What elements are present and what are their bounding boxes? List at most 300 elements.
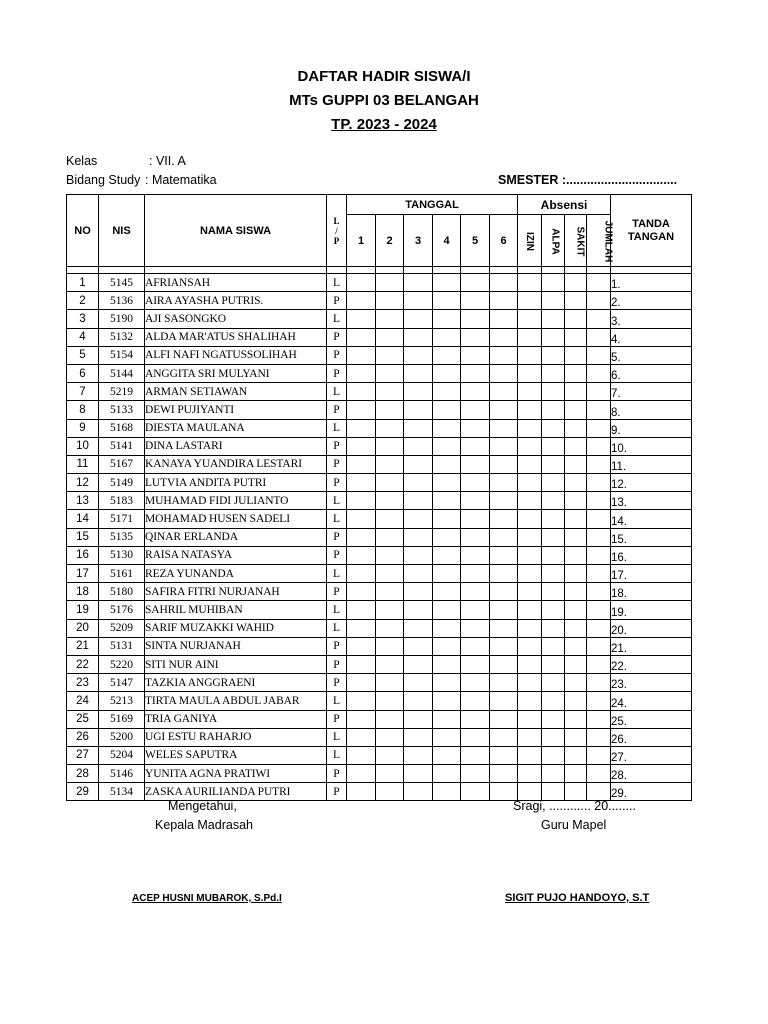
row-jumlah-cell <box>587 583 611 601</box>
row-date-6-cell <box>490 565 518 583</box>
row-alpa-cell <box>542 728 565 746</box>
row-alpa-cell <box>542 455 565 473</box>
row-date-2-cell <box>376 474 404 492</box>
row-izin-cell <box>518 583 542 601</box>
row-date-4-cell <box>433 292 461 310</box>
row-no: 21 <box>67 637 99 655</box>
row-sakit-cell <box>565 437 587 455</box>
row-nama: REZA YUNANDA <box>145 565 327 583</box>
row-date-1-cell <box>347 455 376 473</box>
row-date-4-cell <box>433 619 461 637</box>
row-sakit-cell <box>565 765 587 783</box>
row-sakit-cell <box>565 419 587 437</box>
row-signature: 13. <box>611 492 692 510</box>
row-date-4-cell <box>433 274 461 292</box>
row-izin-cell <box>518 510 542 528</box>
row-alpa-cell <box>542 655 565 673</box>
row-nis: 5176 <box>99 601 145 619</box>
row-lp: L <box>327 619 347 637</box>
row-sakit-cell <box>565 728 587 746</box>
row-izin-cell <box>518 546 542 564</box>
row-signature: 16. <box>611 546 692 564</box>
row-date-5-cell <box>461 655 490 673</box>
kepala-signature-name: ACEP HUSNI MUBAROK, S.Pd.I <box>132 893 282 904</box>
row-date-3-cell <box>404 292 433 310</box>
row-date-6-cell <box>490 328 518 346</box>
row-date-6-cell <box>490 401 518 419</box>
row-date-3-cell <box>404 565 433 583</box>
row-nama: ALDA MAR'ATUS SHALIHAH <box>145 328 327 346</box>
row-nis: 5132 <box>99 328 145 346</box>
header-lp-slash: / <box>335 225 338 236</box>
row-lp: P <box>327 346 347 364</box>
row-lp: L <box>327 492 347 510</box>
row-sakit-cell <box>565 474 587 492</box>
row-alpa-cell <box>542 710 565 728</box>
row-date-6-cell <box>490 528 518 546</box>
row-jumlah-cell <box>587 746 611 764</box>
row-date-5-cell <box>461 728 490 746</box>
attendance-table <box>66 194 692 801</box>
row-alpa-cell <box>542 583 565 601</box>
row-date-5-cell <box>461 619 490 637</box>
row-signature: 24. <box>611 692 692 710</box>
row-nis: 5171 <box>99 510 145 528</box>
row-date-3-cell <box>404 637 433 655</box>
row-izin-cell <box>518 637 542 655</box>
document-title: DAFTAR HADIR SISWA/I <box>297 68 471 85</box>
row-nama: TRIA GANIYA <box>145 710 327 728</box>
row-sakit-cell <box>565 492 587 510</box>
row-jumlah-cell <box>587 437 611 455</box>
row-date-5-cell <box>461 783 490 801</box>
row-date-6-cell <box>490 274 518 292</box>
header-alpa <box>542 215 565 267</box>
row-signature: 23. <box>611 674 692 692</box>
bidang-label: Bidang Study <box>66 173 141 187</box>
table-row <box>67 310 692 328</box>
row-date-5-cell <box>461 474 490 492</box>
row-nama: MUHAMAD FIDI JULIANTO <box>145 492 327 510</box>
row-sakit-cell <box>565 528 587 546</box>
row-date-4-cell <box>433 528 461 546</box>
row-date-3-cell <box>404 510 433 528</box>
row-alpa-cell <box>542 674 565 692</box>
row-date-5-cell <box>461 455 490 473</box>
row-jumlah-cell <box>587 637 611 655</box>
row-date-3-cell <box>404 437 433 455</box>
row-sakit-cell <box>565 346 587 364</box>
row-izin-cell <box>518 601 542 619</box>
row-nis: 5134 <box>99 783 145 801</box>
row-date-5-cell <box>461 674 490 692</box>
row-lp: L <box>327 383 347 401</box>
row-alpa-cell <box>542 310 565 328</box>
row-date-3-cell <box>404 546 433 564</box>
row-date-6-cell <box>490 710 518 728</box>
row-alpa-cell <box>542 437 565 455</box>
row-jumlah-cell <box>587 455 611 473</box>
row-alpa-cell <box>542 401 565 419</box>
row-nama: MOHAMAD HUSEN SADELI <box>145 510 327 528</box>
header-nama: NAMA SISWA <box>145 195 327 267</box>
row-jumlah-cell <box>587 601 611 619</box>
table-row <box>67 655 692 673</box>
row-no: 16 <box>67 546 99 564</box>
row-sakit-cell <box>565 546 587 564</box>
row-date-2-cell <box>376 746 404 764</box>
row-lp: L <box>327 510 347 528</box>
row-date-2-cell <box>376 437 404 455</box>
row-jumlah-cell <box>587 674 611 692</box>
table-row <box>67 674 692 692</box>
row-no: 6 <box>67 364 99 382</box>
row-jumlah-cell <box>587 310 611 328</box>
row-nama: AFRIANSAH <box>145 274 327 292</box>
row-date-1-cell <box>347 546 376 564</box>
row-date-6-cell <box>490 655 518 673</box>
row-date-4-cell <box>433 728 461 746</box>
row-jumlah-cell <box>587 328 611 346</box>
row-sakit-cell <box>565 710 587 728</box>
semester-value: ................................ <box>566 173 678 187</box>
row-izin-cell <box>518 746 542 764</box>
row-no: 1 <box>67 274 99 292</box>
row-alpa-cell <box>542 601 565 619</box>
row-jumlah-cell <box>587 474 611 492</box>
row-signature: 28. <box>611 765 692 783</box>
row-nama: AJI SASONGKO <box>145 310 327 328</box>
table-row <box>67 765 692 783</box>
row-date-1-cell <box>347 619 376 637</box>
row-alpa-cell <box>542 383 565 401</box>
row-date-4-cell <box>433 710 461 728</box>
table-row <box>67 492 692 510</box>
row-date-4-cell <box>433 383 461 401</box>
row-date-1-cell <box>347 401 376 419</box>
row-nama: ARMAN SETIAWAN <box>145 383 327 401</box>
row-date-6-cell <box>490 546 518 564</box>
table-row <box>67 401 692 419</box>
header-lp <box>327 195 347 267</box>
row-date-6-cell <box>490 310 518 328</box>
row-izin-cell <box>518 419 542 437</box>
row-signature: 15. <box>611 528 692 546</box>
row-sakit-cell <box>565 746 587 764</box>
row-nis: 5219 <box>99 383 145 401</box>
row-date-5-cell <box>461 637 490 655</box>
row-sakit-cell <box>565 637 587 655</box>
row-no: 7 <box>67 383 99 401</box>
header-date-4: 4 <box>433 215 461 267</box>
row-date-2-cell <box>376 328 404 346</box>
row-date-1-cell <box>347 783 376 801</box>
row-lp: L <box>327 310 347 328</box>
row-nama: RAISA NATASYA <box>145 546 327 564</box>
row-sakit-cell <box>565 565 587 583</box>
row-date-3-cell <box>404 364 433 382</box>
row-date-6-cell <box>490 419 518 437</box>
row-date-4-cell <box>433 419 461 437</box>
header-tanda-tangan <box>611 195 692 267</box>
table-row <box>67 274 692 292</box>
row-date-2-cell <box>376 310 404 328</box>
row-izin-cell <box>518 474 542 492</box>
kelas-value: : VII. A <box>149 154 186 168</box>
row-date-2-cell <box>376 546 404 564</box>
row-nis: 5146 <box>99 765 145 783</box>
row-jumlah-cell <box>587 528 611 546</box>
row-date-1-cell <box>347 528 376 546</box>
row-alpa-cell <box>542 328 565 346</box>
row-nama: QINAR ERLANDA <box>145 528 327 546</box>
row-nis: 5154 <box>99 346 145 364</box>
row-nis: 5130 <box>99 546 145 564</box>
table-row <box>67 510 692 528</box>
row-sakit-cell <box>565 692 587 710</box>
row-date-4-cell <box>433 492 461 510</box>
row-date-3-cell <box>404 746 433 764</box>
row-signature: 6. <box>611 364 692 382</box>
row-lp: P <box>327 364 347 382</box>
row-izin-cell <box>518 437 542 455</box>
header-izin <box>518 215 542 267</box>
row-lp: L <box>327 565 347 583</box>
row-date-3-cell <box>404 401 433 419</box>
row-nama: DIESTA MAULANA <box>145 419 327 437</box>
row-signature: 12. <box>611 474 692 492</box>
row-jumlah-cell <box>587 364 611 382</box>
row-date-5-cell <box>461 328 490 346</box>
row-no: 12 <box>67 474 99 492</box>
row-date-6-cell <box>490 364 518 382</box>
semester-label: SMESTER : <box>498 173 567 187</box>
row-signature: 18. <box>611 583 692 601</box>
row-date-4-cell <box>433 546 461 564</box>
row-nis: 5136 <box>99 292 145 310</box>
row-date-4-cell <box>433 474 461 492</box>
row-nis: 5147 <box>99 674 145 692</box>
row-date-5-cell <box>461 492 490 510</box>
row-date-5-cell <box>461 765 490 783</box>
row-nis: 5135 <box>99 528 145 546</box>
row-nama: SAFIRA FITRI NURJANAH <box>145 583 327 601</box>
table-row <box>67 474 692 492</box>
row-jumlah-cell <box>587 728 611 746</box>
row-signature: 26. <box>611 728 692 746</box>
row-date-5-cell <box>461 346 490 364</box>
row-date-3-cell <box>404 310 433 328</box>
row-date-6-cell <box>490 292 518 310</box>
kelas-label: Kelas <box>66 154 98 168</box>
row-lp: P <box>327 674 347 692</box>
row-date-2-cell <box>376 401 404 419</box>
row-date-6-cell <box>490 765 518 783</box>
row-alpa-cell <box>542 510 565 528</box>
row-lp: L <box>327 692 347 710</box>
row-alpa-cell <box>542 346 565 364</box>
row-no: 5 <box>67 346 99 364</box>
row-signature: 27. <box>611 746 692 764</box>
row-izin-cell <box>518 328 542 346</box>
row-date-2-cell <box>376 455 404 473</box>
row-date-2-cell <box>376 619 404 637</box>
row-date-6-cell <box>490 492 518 510</box>
row-nis: 5183 <box>99 492 145 510</box>
row-lp: P <box>327 328 347 346</box>
row-date-1-cell <box>347 746 376 764</box>
row-alpa-cell <box>542 364 565 382</box>
row-lp: P <box>327 655 347 673</box>
row-date-1-cell <box>347 655 376 673</box>
row-nis: 5213 <box>99 692 145 710</box>
row-izin-cell <box>518 674 542 692</box>
table-row <box>67 546 692 564</box>
row-date-1-cell <box>347 492 376 510</box>
row-lp: P <box>327 637 347 655</box>
row-date-6-cell <box>490 746 518 764</box>
row-date-1-cell <box>347 583 376 601</box>
row-date-5-cell <box>461 419 490 437</box>
row-jumlah-cell <box>587 492 611 510</box>
row-sakit-cell <box>565 583 587 601</box>
row-date-4-cell <box>433 565 461 583</box>
header-tanggal: TANGGAL <box>347 195 518 215</box>
row-sakit-cell <box>565 510 587 528</box>
row-sakit-cell <box>565 401 587 419</box>
row-sakit-cell <box>565 655 587 673</box>
row-date-6-cell <box>490 583 518 601</box>
row-lp: L <box>327 601 347 619</box>
row-alpa-cell <box>542 637 565 655</box>
row-signature: 14. <box>611 510 692 528</box>
row-nama: ZASKA AURILIANDA PUTRI <box>145 783 327 801</box>
row-date-5-cell <box>461 401 490 419</box>
table-row <box>67 437 692 455</box>
row-alpa-cell <box>542 565 565 583</box>
row-date-1-cell <box>347 710 376 728</box>
row-alpa-cell <box>542 765 565 783</box>
row-nama: YUNITA AGNA PRATIWI <box>145 765 327 783</box>
row-lp: P <box>327 528 347 546</box>
row-date-1-cell <box>347 328 376 346</box>
row-date-5-cell <box>461 601 490 619</box>
row-izin-cell <box>518 728 542 746</box>
table-row <box>67 455 692 473</box>
row-no: 17 <box>67 565 99 583</box>
row-nama: DEWI PUJIYANTI <box>145 401 327 419</box>
row-signature: 1. <box>611 274 692 292</box>
row-jumlah-cell <box>587 510 611 528</box>
row-date-2-cell <box>376 674 404 692</box>
row-date-1-cell <box>347 728 376 746</box>
row-date-3-cell <box>404 601 433 619</box>
row-jumlah-cell <box>587 710 611 728</box>
row-jumlah-cell <box>587 765 611 783</box>
row-date-4-cell <box>433 655 461 673</box>
row-no: 24 <box>67 692 99 710</box>
row-izin-cell <box>518 528 542 546</box>
row-signature: 9. <box>611 419 692 437</box>
row-date-2-cell <box>376 692 404 710</box>
header-jumlah <box>587 215 614 267</box>
row-signature: 11. <box>611 455 692 473</box>
table-row <box>67 583 692 601</box>
row-date-3-cell <box>404 274 433 292</box>
row-sakit-cell <box>565 674 587 692</box>
row-izin-cell <box>518 765 542 783</box>
row-date-5-cell <box>461 710 490 728</box>
row-date-2-cell <box>376 601 404 619</box>
row-nama: ANGGITA SRI MULYANI <box>145 364 327 382</box>
row-nama: SAHRIL MUHIBAN <box>145 601 327 619</box>
row-date-6-cell <box>490 455 518 473</box>
row-date-3-cell <box>404 692 433 710</box>
header-no: NO <box>67 195 99 267</box>
row-date-3-cell <box>404 783 433 801</box>
row-izin-cell <box>518 401 542 419</box>
row-izin-cell <box>518 274 542 292</box>
row-alpa-cell <box>542 528 565 546</box>
row-lp: L <box>327 746 347 764</box>
row-alpa-cell <box>542 292 565 310</box>
row-lp: P <box>327 292 347 310</box>
table-row <box>67 383 692 401</box>
row-date-5-cell <box>461 546 490 564</box>
row-alpa-cell <box>542 492 565 510</box>
table-row <box>67 419 692 437</box>
row-signature: 10. <box>611 437 692 455</box>
row-date-5-cell <box>461 583 490 601</box>
row-nama: WELES SAPUTRA <box>145 746 327 764</box>
row-signature: 5. <box>611 346 692 364</box>
row-date-4-cell <box>433 601 461 619</box>
row-izin-cell <box>518 710 542 728</box>
table-row <box>67 601 692 619</box>
row-date-6-cell <box>490 383 518 401</box>
row-date-4-cell <box>433 674 461 692</box>
header-sakit-label: SAKIT <box>574 226 586 256</box>
row-nama: UGI ESTU RAHARJO <box>145 728 327 746</box>
row-sakit-cell <box>565 364 587 382</box>
row-date-2-cell <box>376 346 404 364</box>
row-date-1-cell <box>347 601 376 619</box>
row-date-5-cell <box>461 310 490 328</box>
row-date-1-cell <box>347 674 376 692</box>
row-jumlah-cell <box>587 565 611 583</box>
row-date-5-cell <box>461 437 490 455</box>
row-no: 4 <box>67 328 99 346</box>
row-nis: 5190 <box>99 310 145 328</box>
row-no: 10 <box>67 437 99 455</box>
row-alpa-cell <box>542 474 565 492</box>
row-alpa-cell <box>542 419 565 437</box>
row-lp: L <box>327 728 347 746</box>
row-lp: P <box>327 765 347 783</box>
row-date-1-cell <box>347 637 376 655</box>
row-alpa-cell <box>542 746 565 764</box>
row-date-1-cell <box>347 346 376 364</box>
row-nis: 5141 <box>99 437 145 455</box>
row-date-3-cell <box>404 328 433 346</box>
row-date-3-cell <box>404 655 433 673</box>
row-date-2-cell <box>376 783 404 801</box>
row-lp: P <box>327 710 347 728</box>
row-date-6-cell <box>490 437 518 455</box>
header-absensi: Absensi <box>518 195 611 215</box>
row-no: 3 <box>67 310 99 328</box>
row-nis: 5145 <box>99 274 145 292</box>
